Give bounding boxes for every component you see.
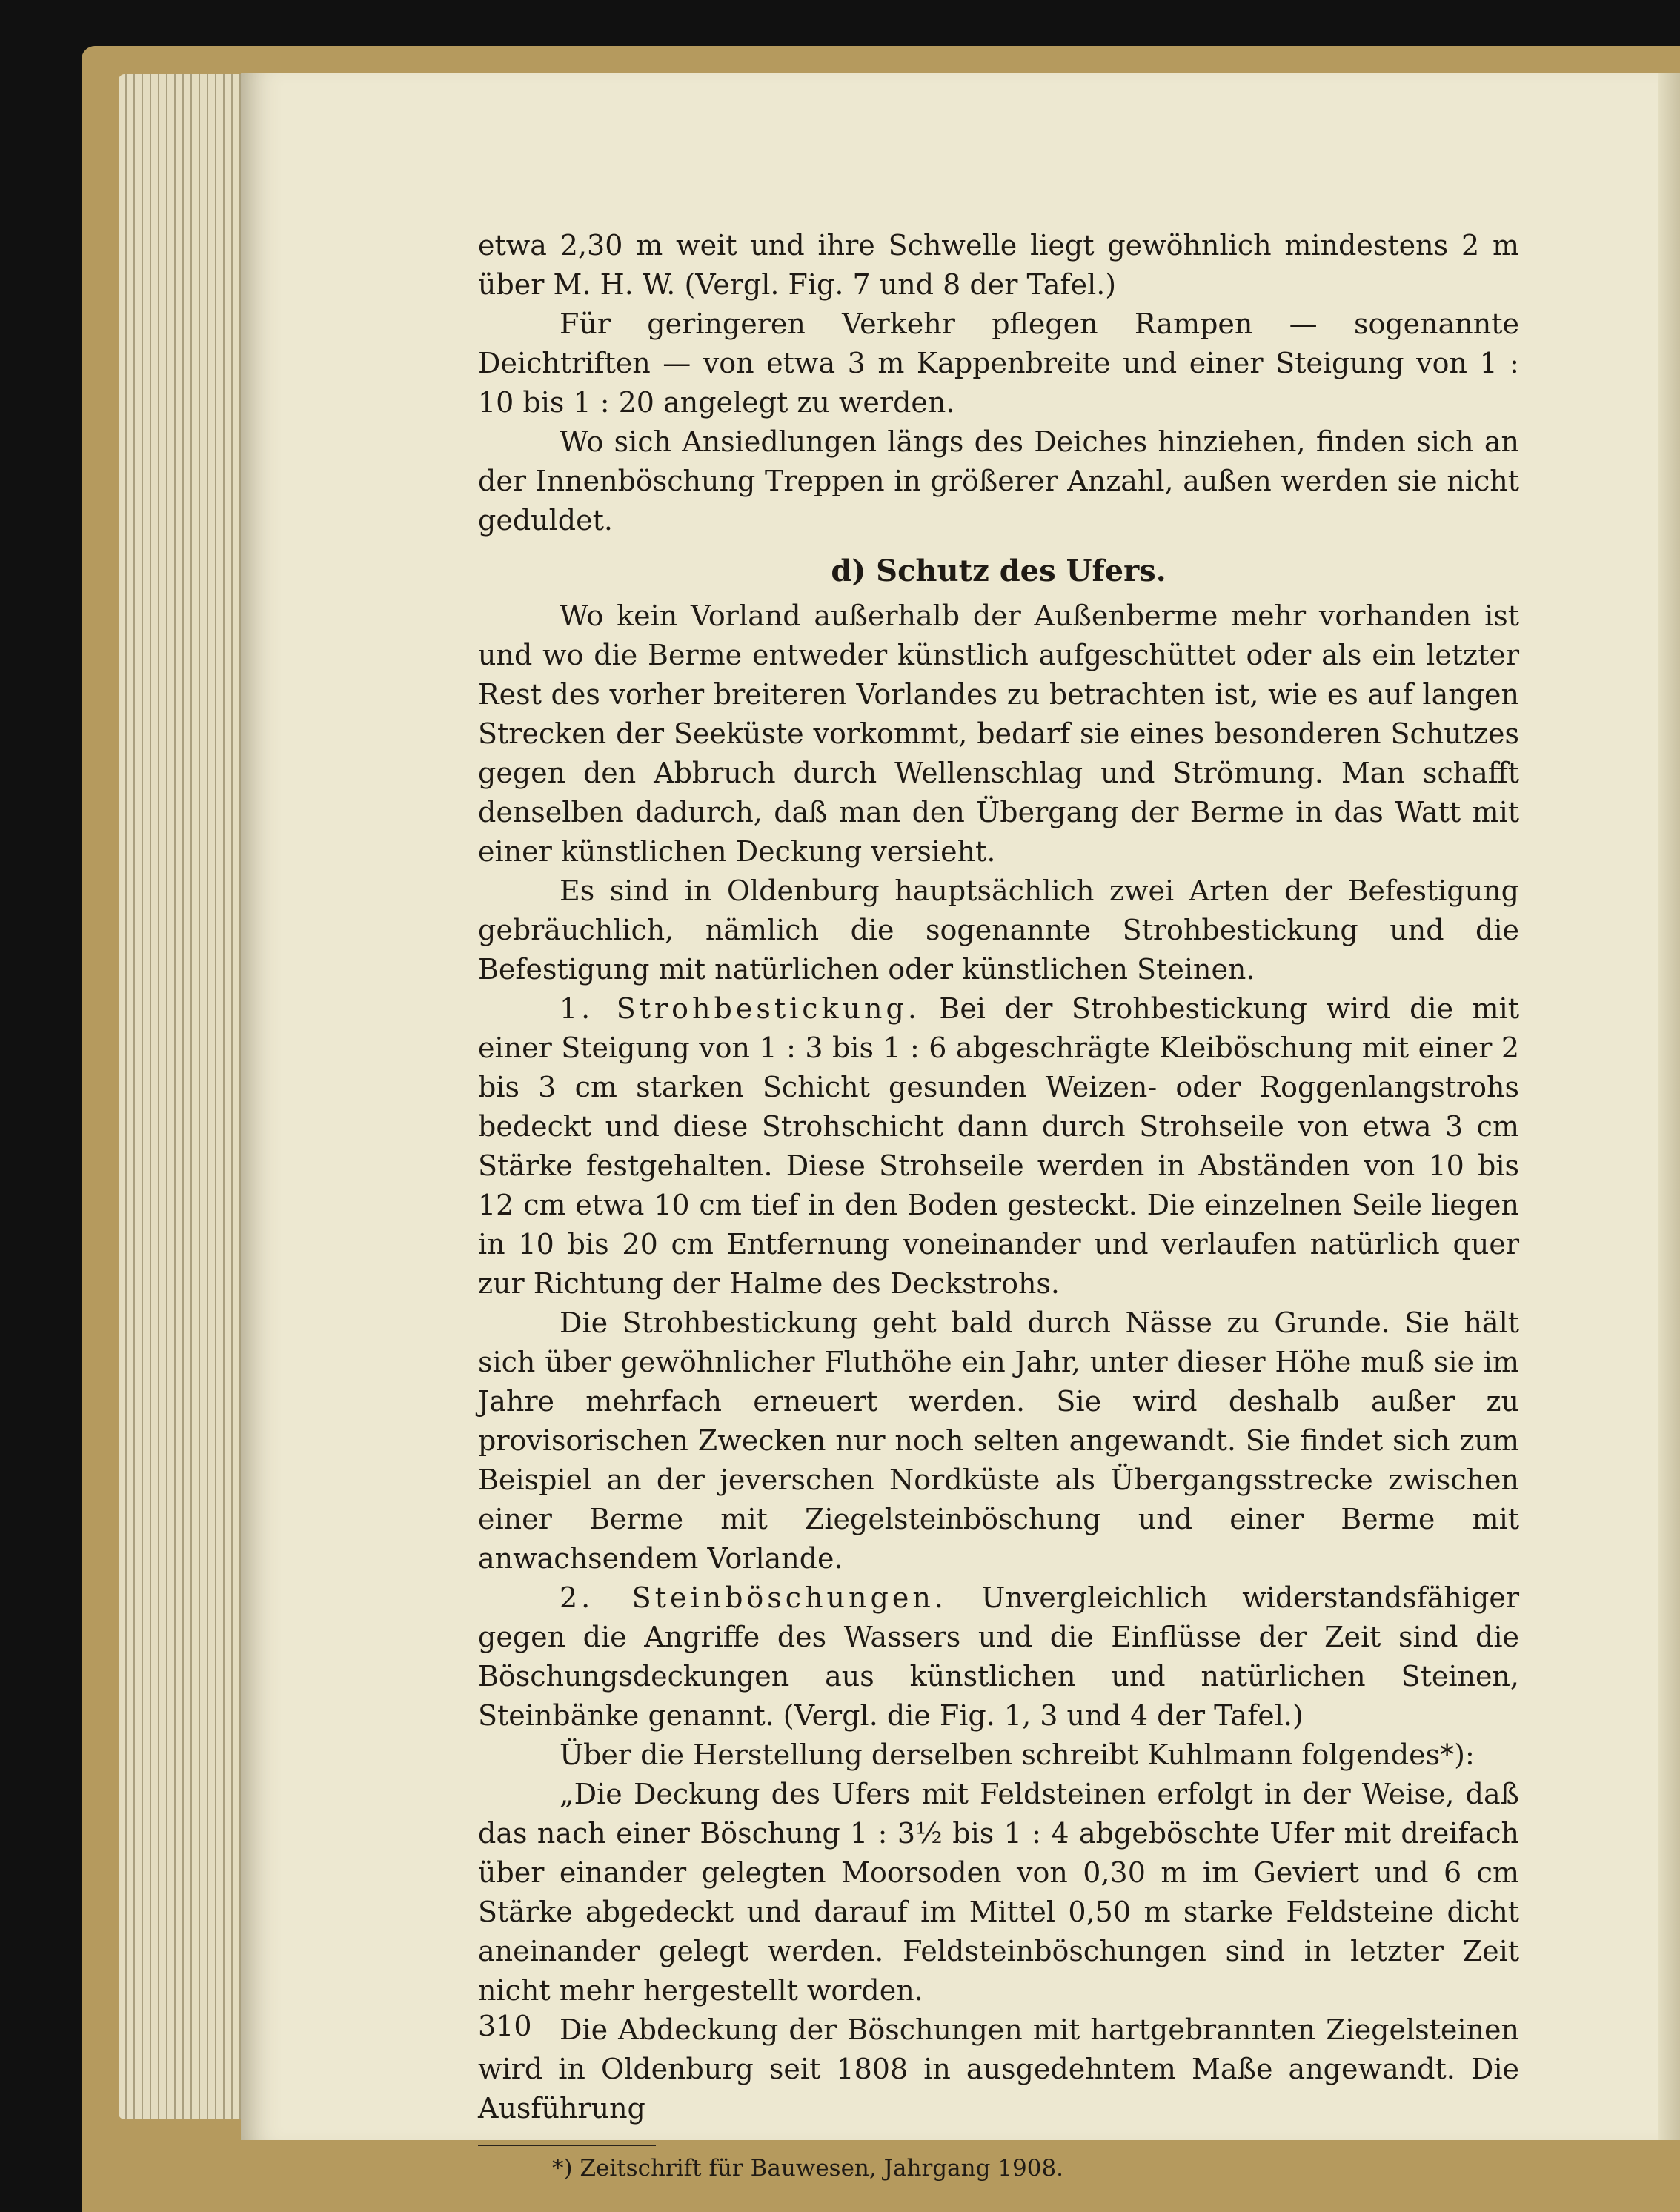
page-number: 310 xyxy=(478,2010,532,2042)
page-edges xyxy=(119,74,245,2119)
page-gutter xyxy=(1658,73,1680,2140)
paragraph: „Die Deckung des Ufers mit Feldsteinen erfolgt in der Weise, daß das nach einer Böschung 1 : 3½ bis 1 : 4 abgeböschte Ufer mit dreifach über einander gelegten Moorsoden von 0,30 m im Geviert und 6 cm Stärke abgedeckt und darauf im Mittel 0,50 m starke Feldsteine dicht aneinander gelegt werden. Feldsteinböschungen sind in letzter Zeit nicht mehr hergestellt worden. xyxy=(478,1778,1519,2007)
page-text xyxy=(478,226,1519,2183)
paragraph: Die Abdeckung der Böschungen mit hartgebrannten Ziegelsteinen wird in Oldenburg seit 1808 in ausgedehntem Maße angewandt. Die Ausführung xyxy=(478,2013,1519,2125)
paragraph: Über die Herstellung derselben schreibt Kuhlmann folgendes*): xyxy=(560,1738,1475,1771)
paragraph: Die Strohbestickung geht bald durch Nässe zu Grunde. Sie hält sich über gewöhnlicher Fluthöhe ein Jahr, unter dieser Höhe muß sie im Jahre mehrfach erneuert werden. Sie wird deshalb außer zu provisorischen Zwecken nur noch selten angewandt. Sie findet sich zum Beispiel an der jeverschen Nordküste als Übergangsstrecke zwischen einer Berme mit Ziegelsteinböschung und einer Berme mit anwachsendem Vorlande. xyxy=(478,1306,1519,1575)
footnote-divider xyxy=(478,2145,656,2146)
paragraph: Es sind in Oldenburg hauptsächlich zwei Arten der Befestigung gebräuchlich, nämlich die sogenannte Strohbestickung und die Befestigung mit natürlichen oder künstlichen Steinen. xyxy=(478,874,1519,986)
paragraph: Wo sich Ansiedlungen längs des Deiches hinziehen, finden sich an der Innenböschung Treppen in größerer Anzahl, außen werden sie nicht geduldet. xyxy=(478,425,1519,537)
list-item-label: 1. Strohbestickung. xyxy=(560,992,920,1025)
paragraph: etwa 2,30 m weit und ihre Schwelle liegt gewöhnlich mindestens 2 m über M. H. W. (Vergl. Fig. 7 und 8 der Tafel.) xyxy=(478,229,1519,301)
footnote: *) Zeitschrift für Bauwesen, Jahrgang 1908. xyxy=(552,2155,1064,2182)
list-item xyxy=(478,1578,1519,1736)
list-item-text: Unvergleichlich widerstandsfähiger gegen die Angriffe des Wassers und die Einflüsse der Zeit sind die Böschungsdeckungen aus künstlichen und natürlichen Steinen, Steinbänke genannt. (Vergl. die Fig. 1, 3 und 4 der Tafel.) xyxy=(478,1581,1519,1732)
list-item-text: Bei der Strohbestickung wird die mit einer Steigung von 1 : 3 bis 1 : 6 abgeschrägte Kleiböschung mit einer 2 bis 3 cm starken Schicht gesunden Weizen- oder Roggenlangstrohs bedeckt und diese Strohschicht dann durch Strohseile von etwa 3 cm Stärke festgehalten. Diese Strohseile werden in Abständen von 10 bis 12 cm etwa 10 cm tief in den Boden gesteckt. Die einzelnen Seile liegen in 10 bis 20 cm Entfernung voneinander und verlaufen natürlich quer zur Richtung der Halme des Deckstrohs. xyxy=(478,992,1519,1300)
section-heading: d) Schutz des Ufers. xyxy=(831,554,1166,588)
paragraph: Wo kein Vorland außerhalb der Außenberme mehr vorhanden ist und wo die Berme entweder künstlich aufgeschüttet oder als ein letzter Rest des vorher breiteren Vorlandes zu betrachten ist, wie es auf langen Strecken der Seeküste vorkommt, bedarf sie eines besonderen Schutzes gegen den Abbruch durch Wellenschlag und Strömung. Man schafft denselben dadurch, daß man den Übergang der Berme in das Watt mit einer künstlichen Deckung versieht. xyxy=(478,600,1519,868)
paragraph: Für geringeren Verkehr pflegen Rampen — sogenannte Deichtriften — von etwa 3 m Kappenbreite und einer Steigung von 1 : 10 bis 1 : 20 angelegt zu werden. xyxy=(478,308,1519,419)
list-item xyxy=(478,989,1519,1303)
list-item-label: 2. Steinböschungen. xyxy=(560,1581,947,1614)
